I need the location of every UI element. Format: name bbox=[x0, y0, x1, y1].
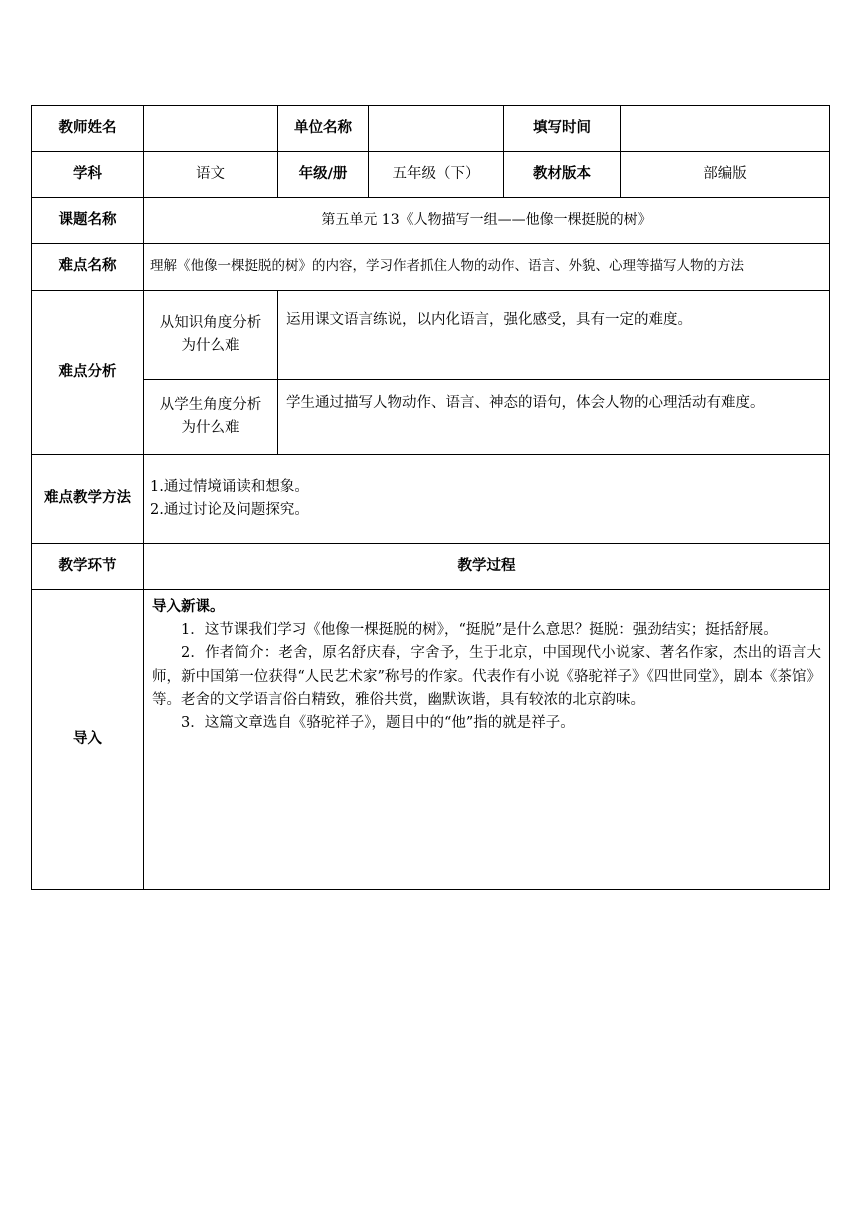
row-analysis-student bbox=[32, 380, 830, 455]
fill-date-label: 填写时间 bbox=[504, 106, 621, 152]
teacher-name-label: 教师姓名 bbox=[32, 106, 144, 152]
teaching-method-label: 难点教学方法 bbox=[32, 455, 144, 544]
intro-paragraph-1: 1．这节课我们学习《他像一棵挺脱的树》，“挺脱”是什么意思？挺脱：强劲结实；挺括舒展。 bbox=[181, 622, 778, 639]
row-difficulty-name bbox=[32, 244, 830, 291]
grade-label: 年级/册 bbox=[278, 152, 369, 198]
teacher-name-value bbox=[144, 106, 278, 152]
knowledge-angle-value: 运用课文语言练说，以内化语言，强化感受，具有一定的难度。 bbox=[278, 291, 830, 380]
unit-name-label: 单位名称 bbox=[278, 106, 369, 152]
teaching-method-line-1: 1.通过情境诵读和想象。 bbox=[150, 478, 309, 495]
lesson-title-value: 第五单元 13《人物描写一组——他像一棵挺脱的树》 bbox=[144, 198, 830, 244]
row-analysis-knowledge bbox=[32, 291, 830, 380]
row-intro bbox=[32, 590, 830, 890]
student-angle-label-line2: 为什么难 bbox=[181, 420, 240, 436]
intro-process-content bbox=[144, 590, 830, 890]
teaching-method-value bbox=[144, 455, 830, 544]
subject-label: 学科 bbox=[32, 152, 144, 198]
student-angle-value: 学生通过描写人物动作、语言、神态的语句，体会人物的心理活动有难度。 bbox=[278, 380, 830, 455]
teaching-process-header: 教学过程 bbox=[144, 544, 830, 590]
row-teaching-method bbox=[32, 455, 830, 544]
intro-paragraph-3: 3．这篇文章选自《骆驼祥子》，题目中的“他”指的就是祥子。 bbox=[181, 714, 575, 731]
unit-name-value bbox=[369, 106, 504, 152]
knowledge-angle-label-line2: 为什么难 bbox=[181, 338, 240, 354]
difficulty-name-label: 难点名称 bbox=[32, 244, 144, 291]
edition-value: 部编版 bbox=[621, 152, 830, 198]
row-basic-info bbox=[32, 106, 830, 152]
difficulty-analysis-label: 难点分析 bbox=[32, 291, 144, 455]
lesson-title-label: 课题名称 bbox=[32, 198, 144, 244]
student-angle-label-line1: 从学生角度分析 bbox=[159, 396, 262, 413]
intro-stage-label: 导入 bbox=[32, 590, 144, 890]
row-lesson-title bbox=[32, 198, 830, 244]
subject-value: 语文 bbox=[144, 152, 278, 198]
knowledge-angle-label-line1: 从知识角度分析 bbox=[159, 314, 262, 331]
lesson-plan-table bbox=[31, 105, 830, 890]
teaching-method-line-2: 2.通过讨论及问题探究。 bbox=[150, 502, 309, 518]
knowledge-angle-label bbox=[144, 291, 278, 380]
difficulty-name-value: 理解《他像一棵挺脱的树》的内容，学习作者抓住人物的动作、语言、外貌、心理等描写人物的方法 bbox=[144, 244, 830, 291]
fill-date-value bbox=[621, 106, 830, 152]
intro-paragraph-2: 2．作者简介：老舍，原名舒庆春，字舍予，生于北京，中国现代小说家、著名作家，杰出的语言大师，新中国第一位获得“人民艺术家”称号的作家。代表作有小说《骆驼祥子》《四世同堂》，剧本《茶馆》等。老舍的文学语言俗白精致，雅俗共赏，幽默诙谐，具有较浓的北京韵味。 bbox=[152, 645, 821, 708]
grade-value: 五年级（下） bbox=[369, 152, 504, 198]
teaching-stage-header: 教学环节 bbox=[32, 544, 144, 590]
intro-title: 导入新课。 bbox=[152, 599, 225, 615]
student-angle-label bbox=[144, 380, 278, 455]
row-process-header bbox=[32, 544, 830, 590]
row-subject-info bbox=[32, 152, 830, 198]
edition-label: 教材版本 bbox=[504, 152, 621, 198]
